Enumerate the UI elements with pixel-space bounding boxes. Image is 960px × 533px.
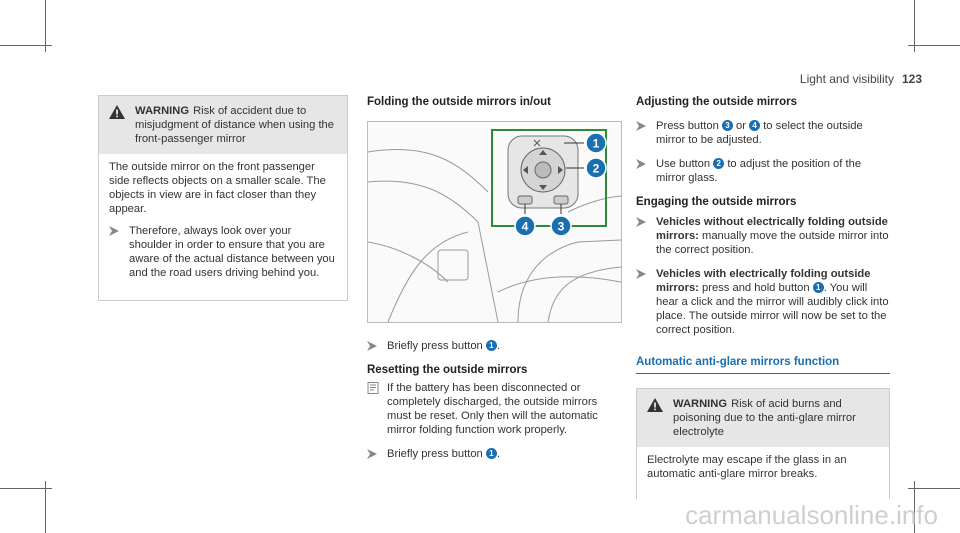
arrow-bullet-icon <box>636 159 646 169</box>
engage-step-2: Vehicles with electrically folding outside mirrors: press and hold button 1 . You will hear a click and the mirror will audibly click into place. The outside mirror will now be set to the correct position. <box>636 267 890 337</box>
step-press-button: Briefly press button 1 . <box>367 339 620 353</box>
warning-box-2 <box>636 388 890 499</box>
step-text: Press button <box>656 120 719 132</box>
column-1 <box>98 95 348 301</box>
step-press-button-2: Briefly press button 1 . <box>367 447 620 461</box>
warning-label: WARNING <box>135 105 190 117</box>
warning-bullet-text: Therefore, always look over your shoulder in order to ensure that you are aware of the actual distance between you and the road users driving behind you. <box>129 225 335 279</box>
column-3 <box>636 95 890 499</box>
adjust-step-1 <box>636 119 890 147</box>
folding-heading: Folding the outside mirrors in/out <box>367 96 551 108</box>
button-number-badge: 3 <box>722 120 733 131</box>
section-title: Light and visibility <box>799 72 894 86</box>
vehicle-type-label: Vehicles without electrically folding outside mirrors: <box>656 216 888 242</box>
warning-header <box>637 389 889 447</box>
step-text: to select the outside mirror to be adjusted. <box>656 120 863 146</box>
arrow-bullet-icon <box>109 226 119 236</box>
arrow-bullet-icon <box>367 449 377 459</box>
step-text: or <box>736 120 746 132</box>
crop-mark <box>914 0 915 52</box>
button-number-badge: 1 <box>486 448 497 459</box>
step-text: to adjust the position of the mirror glass. <box>656 158 862 184</box>
warning-body <box>637 447 889 499</box>
warning-title: Risk of acid burns and poisoning due to the anti-glare mirror electrolyte <box>673 398 856 438</box>
button-number-badge: 4 <box>749 120 760 131</box>
arrow-bullet-icon <box>636 269 646 279</box>
adjust-heading: Adjusting the outside mirrors <box>636 96 798 108</box>
callout-3: 3 <box>557 219 565 234</box>
callout-2: 2 <box>592 161 600 176</box>
arrow-bullet-icon <box>636 121 646 131</box>
arrow-bullet-icon <box>636 217 646 227</box>
warning-box <box>98 95 348 301</box>
vehicle-type-label: Vehicles with electrically folding outside mirrors: <box>656 268 871 294</box>
arrow-bullet-icon <box>367 341 377 351</box>
page-number: 123 <box>901 72 922 86</box>
warning-label: WARNING <box>673 398 728 410</box>
crop-mark <box>45 481 46 533</box>
crop-mark <box>908 488 960 489</box>
reset-note-text: If the battery has been disconnected or completely discharged, the outside mirrors must be reset. Only then will the automatic mirror folding function work properly. <box>387 382 598 436</box>
crop-mark <box>45 0 46 52</box>
button-number-badge: 1 <box>486 340 497 351</box>
step-text: Briefly press button <box>387 340 483 352</box>
engage-step-1 <box>636 215 890 257</box>
callout-4: 4 <box>521 219 529 234</box>
mirror-control-figure <box>367 121 622 323</box>
adjust-step-2 <box>636 157 890 185</box>
warning-triangle-icon <box>109 105 125 119</box>
engage-heading: Engaging the outside mirrors <box>636 196 797 208</box>
callout-1: 1 <box>592 136 600 151</box>
auto-antiglare-heading: Automatic anti-glare mirrors function <box>636 355 890 374</box>
page-header <box>800 72 922 86</box>
reset-heading: Resetting the outside mirrors <box>367 364 528 376</box>
door-panel-illustration <box>368 122 621 322</box>
button-number-badge: 1 <box>813 282 824 293</box>
warning-title: Risk of accident due to misjudgment of distance when using the front-passenger mirror <box>135 105 335 145</box>
warning-triangle-icon <box>647 398 663 412</box>
button-number-badge: 2 <box>713 158 724 169</box>
step-text: You will hear a click and the mirror will audibly click into place. The outside mirror will now be set to the correct position. <box>656 282 889 336</box>
step-text: press and hold button <box>702 282 810 294</box>
reset-note <box>367 381 620 437</box>
warning-bullet <box>109 224 337 280</box>
warning-header <box>99 96 347 154</box>
column-2 <box>367 95 620 471</box>
step-text: Briefly press button <box>387 448 483 460</box>
warning-text: The outside mirror on the front passenger side reflects objects on a smaller scale. The objects in view are in fact closer than they appear. <box>109 161 326 215</box>
info-note-icon <box>367 382 379 394</box>
step-text: manually move the outside mirror into the correct position. <box>656 230 889 256</box>
step-text: Use button <box>656 158 711 170</box>
warning-body <box>99 154 347 300</box>
warning-text: Electrolyte may escape if the glass in an automatic anti-glare mirror breaks. <box>647 454 847 480</box>
crop-mark <box>908 45 960 46</box>
watermark: carmanualsonline.info <box>685 500 938 530</box>
